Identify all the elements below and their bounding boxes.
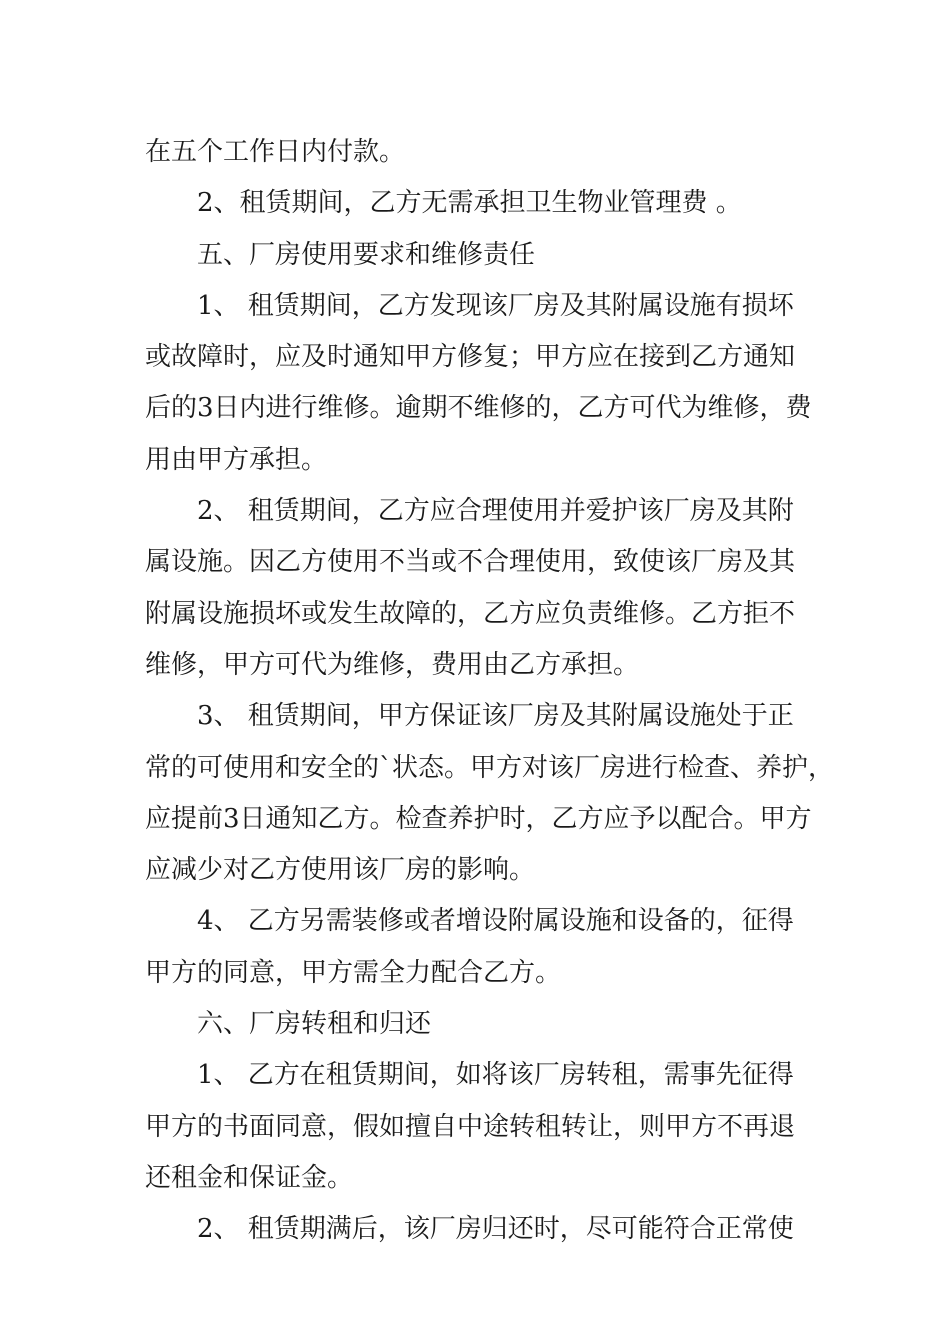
text-line: 六、厂房转租和归还 [197,1009,432,1040]
text-line: 常的可使用和安全的`状态。甲方对该厂房进行检查、养护， [145,752,835,783]
text-line: 维修，甲方可代为维修，费用由乙方承担。 [145,649,640,680]
text-line: 在五个工作日内付款。 [145,137,406,167]
document-body [145,127,835,1256]
text-line: 应提前3日通知乙方。检查养护时，乙方应予以配合。甲方 [145,803,812,834]
text-line: 2、租赁期间，乙方无需承担卫生物业管理费 。 [197,188,742,219]
text-line: 2、 租赁期间，乙方应合理使用并爱护该厂房及其附 [197,496,794,527]
text-line: 附属设施损坏或发生故障的，乙方应负责维修。乙方拒不 [145,598,796,629]
text-line: 应减少对乙方使用该厂房的影响。 [145,855,536,886]
text-line: 4、 乙方另需装修或者增设附属设施和设备的，征得 [197,906,794,937]
text-line: 后的3日内进行维修。逾期不维修的，乙方可代为维修，费 [145,393,812,424]
text-line: 3、 租赁期间，甲方保证该厂房及其附属设施处于正 [197,701,794,732]
text-line: 甲方的同意，甲方需全力配合乙方。 [145,957,562,988]
text-line: 五、厂房使用要求和维修责任 [197,239,536,270]
text-line: 甲方的书面同意，假如擅自中途转租转让，则甲方不再退 [145,1111,796,1142]
text-line: 2、 租赁期满后，该厂房归还时，尽可能符合正常使 [197,1214,794,1245]
text-line: 1、 乙方在租赁期间，如将该厂房转租，需事先征得 [197,1060,794,1091]
text-line: 还租金和保证金。 [145,1162,354,1193]
text-line: 或故障时，应及时通知甲方修复；甲方应在接到乙方通知 [145,342,796,373]
text-line: 1、 租赁期间，乙方发现该厂房及其附属设施有损坏 [197,290,794,321]
text-line: 用由甲方承担。 [145,444,328,475]
text-line: 属设施。因乙方使用不当或不合理使用，致使该厂房及其 [145,547,796,578]
